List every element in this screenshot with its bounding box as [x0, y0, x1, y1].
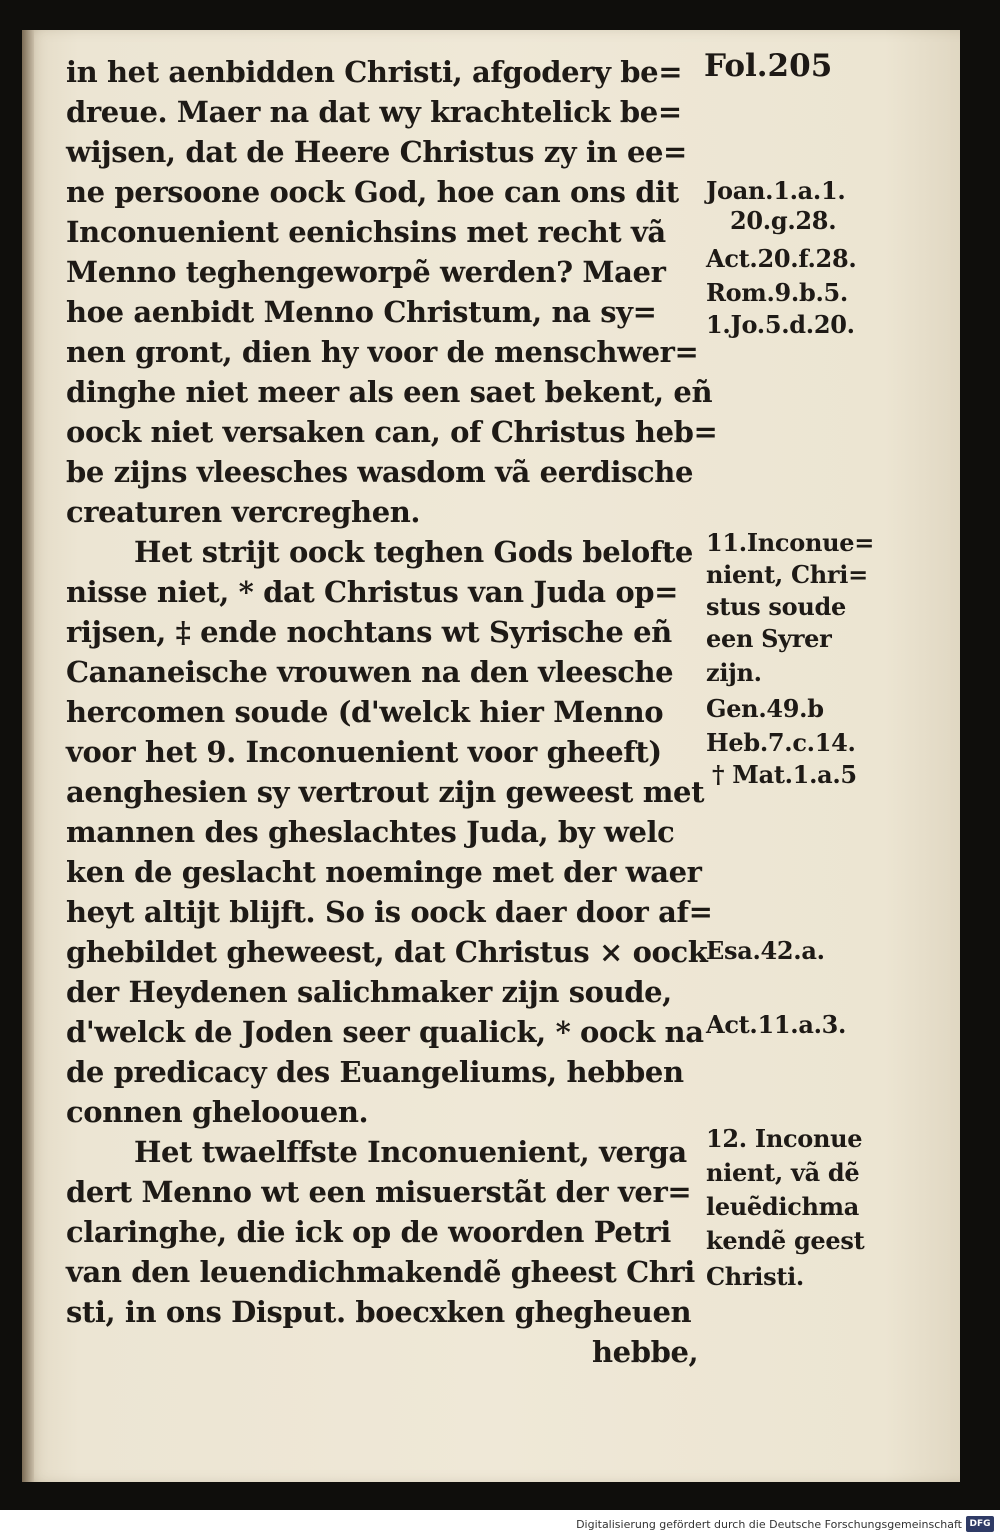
margin-note: een Syrer — [706, 624, 832, 653]
margin-note: 11.Inconue= — [706, 528, 875, 557]
margin-note: zijn. — [706, 658, 762, 687]
text-line: hercomen soude (d'welck hier Menno — [66, 695, 664, 729]
margin-note: 1.Jo.5.d.20. — [706, 310, 855, 339]
paragraph-first-line: Het twaelffste Inconuenient, verga — [134, 1135, 687, 1169]
margin-note: kendẽ geest — [706, 1226, 865, 1255]
text-line: ken de geslacht noeminge met der waer — [66, 855, 702, 889]
text-line: be zijns vleesches wasdom vã eerdische — [66, 455, 694, 489]
margin-note: Gen.49.b — [706, 694, 824, 723]
margin-note: 12. Inconue — [706, 1124, 863, 1153]
text-line: voor het 9. Inconuenient voor gheeft) — [66, 735, 662, 769]
margin-note: Act.11.a.3. — [706, 1010, 847, 1039]
text-line: dinghe niet meer als een saet bekent, eñ — [66, 375, 713, 409]
funding-credit: Digitalisierung gefördert durch die Deutsche Forschungsgemeinschaft — [576, 1518, 962, 1531]
margin-note: leuẽdichma — [706, 1192, 860, 1221]
text-line: creaturen vercreghen. — [66, 495, 421, 529]
margin-note: nient, Chri= — [706, 560, 868, 589]
text-line: connen gheloouen. — [66, 1095, 369, 1129]
paragraph-first-line: Het strijt oock teghen Gods belofte — [134, 535, 693, 569]
text-line: hebbe, — [592, 1335, 699, 1369]
margin-note: † Mat.1.a.5 — [712, 760, 857, 789]
text-line: wijsen, dat de Heere Christus zy in ee= — [66, 135, 687, 169]
margin-note: Christi. — [706, 1262, 804, 1291]
text-line: Menno teghengeworpẽ werden? Maer — [66, 255, 666, 289]
text-line: sti, in ons Disput. boecxken ghegheuen — [66, 1295, 692, 1329]
dfg-logo-icon: DFG — [966, 1516, 994, 1532]
text-line: in het aenbidden Christi, afgodery be= — [66, 55, 683, 89]
margin-note: 20.g.28. — [730, 206, 837, 235]
text-line: mannen des gheslachtes Juda, by welc — [66, 815, 675, 849]
text-line: dert Menno wt een misuerstãt der ver= — [66, 1175, 692, 1209]
text-line: Inconuenient eenichsins met recht vã — [66, 215, 666, 249]
text-line: Cananeische vrouwen na den vleesche — [66, 655, 674, 689]
text-line: claringhe, die ick op de woorden Petri — [66, 1215, 671, 1249]
text-line: aenghesien sy vertrout zijn geweest met — [66, 775, 705, 809]
text-line: ghebildet gheweest, dat Christus × oock — [66, 935, 708, 969]
text-line: der Heydenen salichmaker zijn soude, — [66, 975, 672, 1009]
page-gutter-shadow — [22, 30, 34, 1482]
margin-note: Esa.42.a. — [706, 936, 825, 965]
text-line: van den leuendichmakendẽ gheest Chri — [66, 1255, 695, 1289]
text-line: dreue. Maer na dat wy krachtelick be= — [66, 95, 682, 129]
digitization-footer — [0, 1510, 1000, 1540]
text-line: oock niet versaken can, of Christus heb= — [66, 415, 718, 449]
text-line: ne persoone oock God, hoe can ons dit — [66, 175, 679, 209]
text-line: rijsen, ‡ ende nochtans wt Syrische eñ — [66, 615, 672, 649]
text-line: de predicacy des Euangeliums, hebben — [66, 1055, 684, 1089]
margin-note: Act.20.f.28. — [706, 244, 857, 273]
text-line: hoe aenbidt Menno Christum, na sy= — [66, 295, 657, 329]
text-line: heyt altijt blijft. So is oock daer door af= — [66, 895, 713, 929]
margin-note: nient, vã dẽ — [706, 1158, 860, 1187]
margin-note: Joan.1.a.1. — [706, 176, 846, 205]
text-line: d'welck de Joden seer qualick, * oock na — [66, 1015, 704, 1049]
margin-note: Heb.7.c.14. — [706, 728, 856, 757]
margin-note: stus soude — [706, 592, 846, 621]
text-line: nen gront, dien hy voor de menschwer= — [66, 335, 699, 369]
folio-number: Fol.205 — [704, 48, 833, 84]
margin-note: Rom.9.b.5. — [706, 278, 848, 307]
text-line: nisse niet, * dat Christus van Juda op= — [66, 575, 679, 609]
